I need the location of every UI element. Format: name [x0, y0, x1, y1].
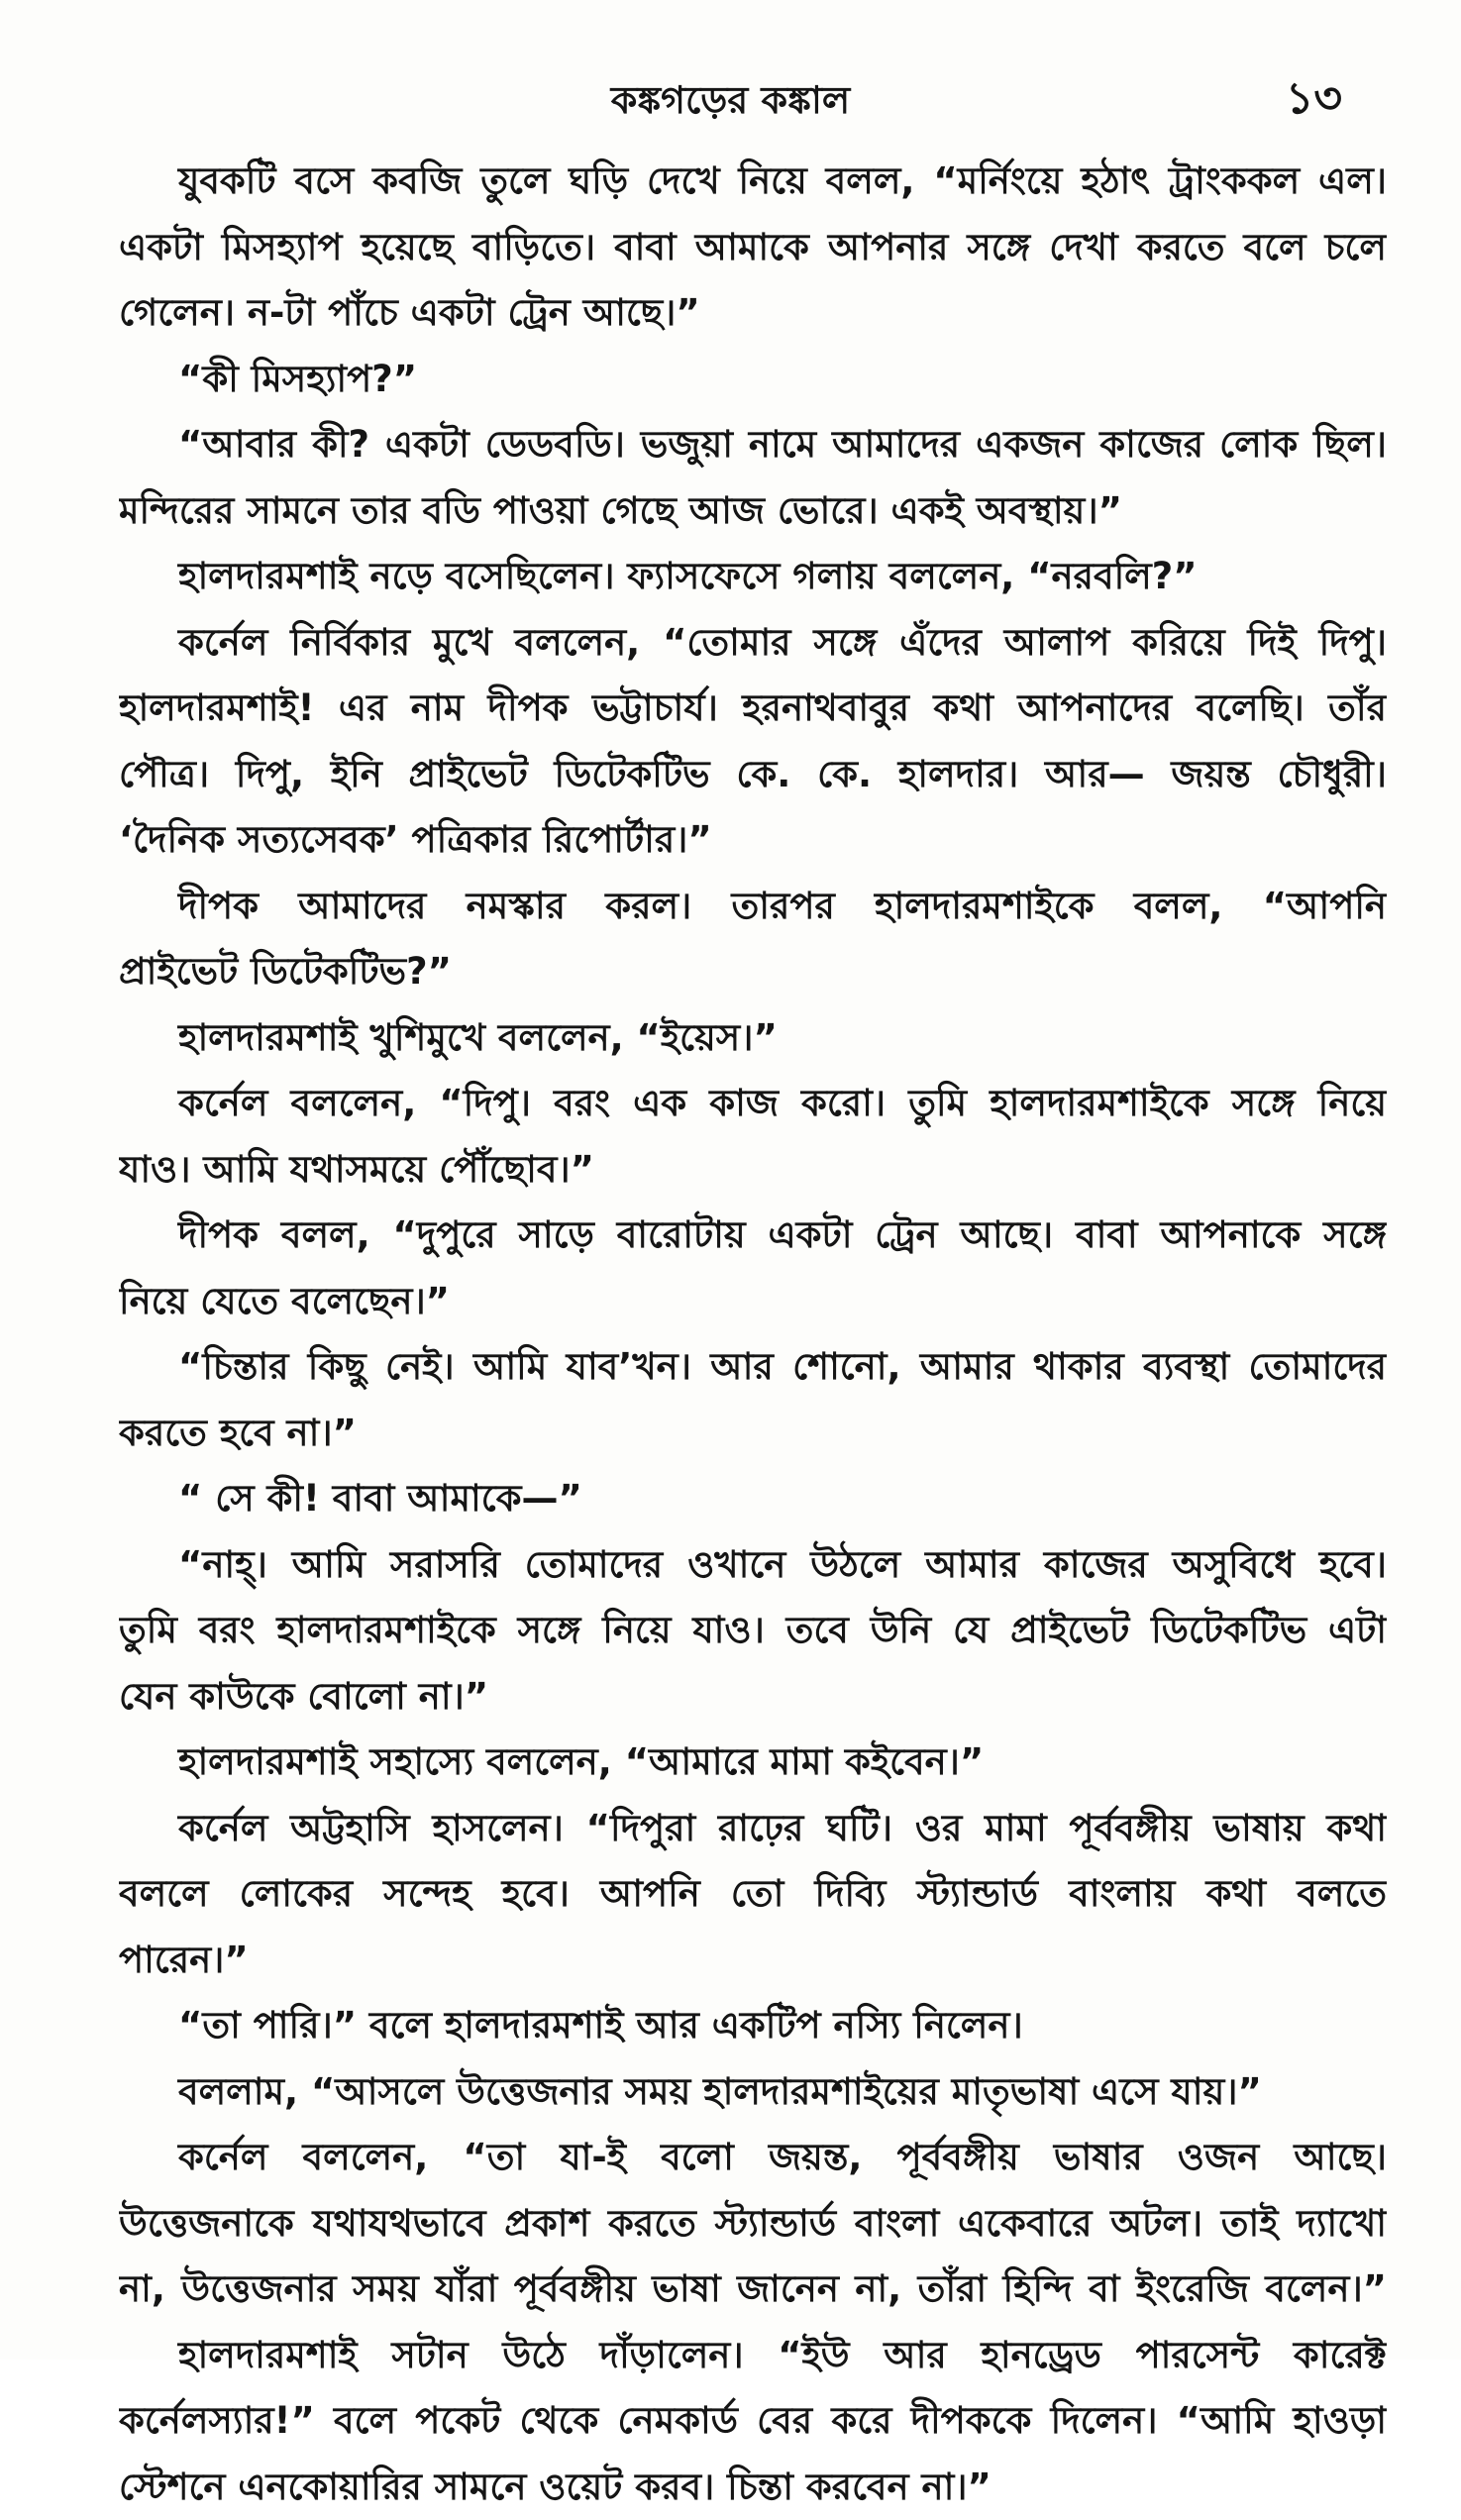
text-line: কর্নেল নির্বিকার মুখে বললেন, “তোমার সঙ্গে এঁদের আলাপ করিয়ে দিই দিপু।	[119, 610, 1387, 677]
text-line: তুমি বরং হালদারমশাইকে সঙ্গে নিয়ে যাও। তবে উনি যে প্রাইভেট ডিটেকটিভ এটা	[119, 1598, 1387, 1664]
text-line: হালদারমশাই নড়ে বসেছিলেন। ফ্যাসফেসে গলায় বললেন, “নরবলি?”	[119, 544, 1387, 610]
text-line: হালদারমশাই! এর নাম দীপক ভট্টাচার্য। হরনাথবাবুর কথা আপনাদের বলেছি। তাঁর	[119, 676, 1387, 742]
text-line: দীপক আমাদের নমস্কার করল। তারপর হালদারমশাইকে বলল, “আপনি	[119, 874, 1387, 940]
text-line: বললাম, “আসলে উত্তেজনার সময় হালদারমশাইয়ের মাতৃভাষা এসে যায়।”	[119, 2059, 1387, 2126]
text-line: কর্নেল অট্টহাসি হাসলেন। “দিপুরা রাঢ়ের ঘটি। ওর মামা পূর্ববঙ্গীয় ভাষায় কথা	[119, 1796, 1387, 1862]
text-line: হালদারমশাই খুশিমুখে বললেন, “ইয়েস।”	[119, 1005, 1387, 1072]
text-line: হালদারমশাই সহাস্যে বললেন, “আমারে মামা কইবেন।”	[119, 1730, 1387, 1796]
text-line: কর্নেল বললেন, “দিপু। বরং এক কাজ করো। তুমি হালদারমশাইকে সঙ্গে নিয়ে	[119, 1071, 1387, 1137]
text-line: প্রাইভেট ডিটেকটিভ?”	[119, 939, 1387, 1005]
page-number: ১৩	[1286, 65, 1342, 138]
running-header	[0, 65, 1461, 125]
text-line: নিয়ে যেতে বলেছেন।”	[119, 1269, 1387, 1335]
text-line: দীপক বলল, “দুপুরে সাড়ে বারোটায় একটা ট্রেন আছে। বাবা আপনাকে সঙ্গে	[119, 1203, 1387, 1269]
text-line: “নাহ্। আমি সরাসরি তোমাদের ওখানে উঠলে আমার কাজের অসুবিধে হবে।	[119, 1532, 1387, 1599]
text-line: মন্দিরের সামনে তার বডি পাওয়া গেছে আজ ভোরে। একই অবস্থায়।”	[119, 478, 1387, 545]
text-line: করতে হবে না।”	[119, 1401, 1387, 1467]
text-line: হালদারমশাই সটান উঠে দাঁড়ালেন। “ইউ আর হানড্রেড পারসেন্ট কারেক্ট	[119, 2323, 1387, 2389]
text-line: যুবকটি বসে কবজি তুলে ঘড়ি দেখে নিয়ে বলল, “মর্নিংয়ে হঠাৎ ট্রাংককল এল।	[119, 149, 1387, 215]
text-line: উত্তেজনাকে যথাযথভাবে প্রকাশ করতে স্ট্যান্ডার্ড বাংলা একেবারে অটল। তাই দ্যাখো	[119, 2191, 1387, 2258]
body-text	[119, 149, 1387, 2520]
text-line: ‘দৈনিক সত্যসেবক’ পত্রিকার রিপোর্টার।”	[119, 807, 1387, 874]
text-line: পারেন।”	[119, 1928, 1387, 1994]
text-line: একটা মিসহ্যাপ হয়েছে বাড়িতে। বাবা আমাকে আপনার সঙ্গে দেখা করতে বলে চলে	[119, 215, 1387, 281]
text-line: না, উত্তেজনার সময় যাঁরা পূর্ববঙ্গীয় ভাষা জানেন না, তাঁরা হিন্দি বা ইংরেজি বলেন।”	[119, 2257, 1387, 2323]
text-line: কর্নেলস্যার!” বলে পকেট থেকে নেমকার্ড বের করে দীপককে দিলেন। “আমি হাওড়া	[119, 2388, 1387, 2455]
text-line: যেন কাউকে বোলো না।”	[119, 1664, 1387, 1731]
text-line: পৌত্র। দিপু, ইনি প্রাইভেট ডিটেকটিভ কে. কে. হালদার। আর— জয়ন্ত চৌধুরী।	[119, 742, 1387, 808]
text-line: স্টেশনে এনকোয়ারির সামনে ওয়েট করব। চিন্তা করবেন না।”	[119, 2455, 1387, 2520]
text-line: “তা পারি।” বলে হালদারমশাই আর একটিপ নস্যি নিলেন।	[119, 1993, 1387, 2059]
text-line: গেলেন। ন-টা পাঁচে একটা ট্রেন আছে।”	[119, 280, 1387, 347]
text-line: কর্নেল বললেন, “তা যা-ই বলো জয়ন্ত, পূর্ববঙ্গীয় ভাষার ওজন আছে।	[119, 2125, 1387, 2191]
text-line: “ সে কী! বাবা আমাকে—”	[119, 1466, 1387, 1532]
text-line: যাও। আমি যথাসময়ে পৌঁছোব।”	[119, 1137, 1387, 1204]
text-line: “কী মিসহ্যাপ?”	[119, 347, 1387, 413]
running-title: কঙ্কগড়ের কঙ্কাল	[0, 71, 1461, 135]
text-line: “আবার কী? একটা ডেডবডি। ভজুয়া নামে আমাদের একজন কাজের লোক ছিল।	[119, 412, 1387, 478]
text-line: বললে লোকের সন্দেহ হবে। আপনি তো দিব্যি স্ট্যান্ডার্ড বাংলায় কথা বলতে	[119, 1861, 1387, 1928]
text-line: “চিন্তার কিছু নেই। আমি যাব’খন। আর শোনো, আমার থাকার ব্যবস্থা তোমাদের	[119, 1334, 1387, 1401]
